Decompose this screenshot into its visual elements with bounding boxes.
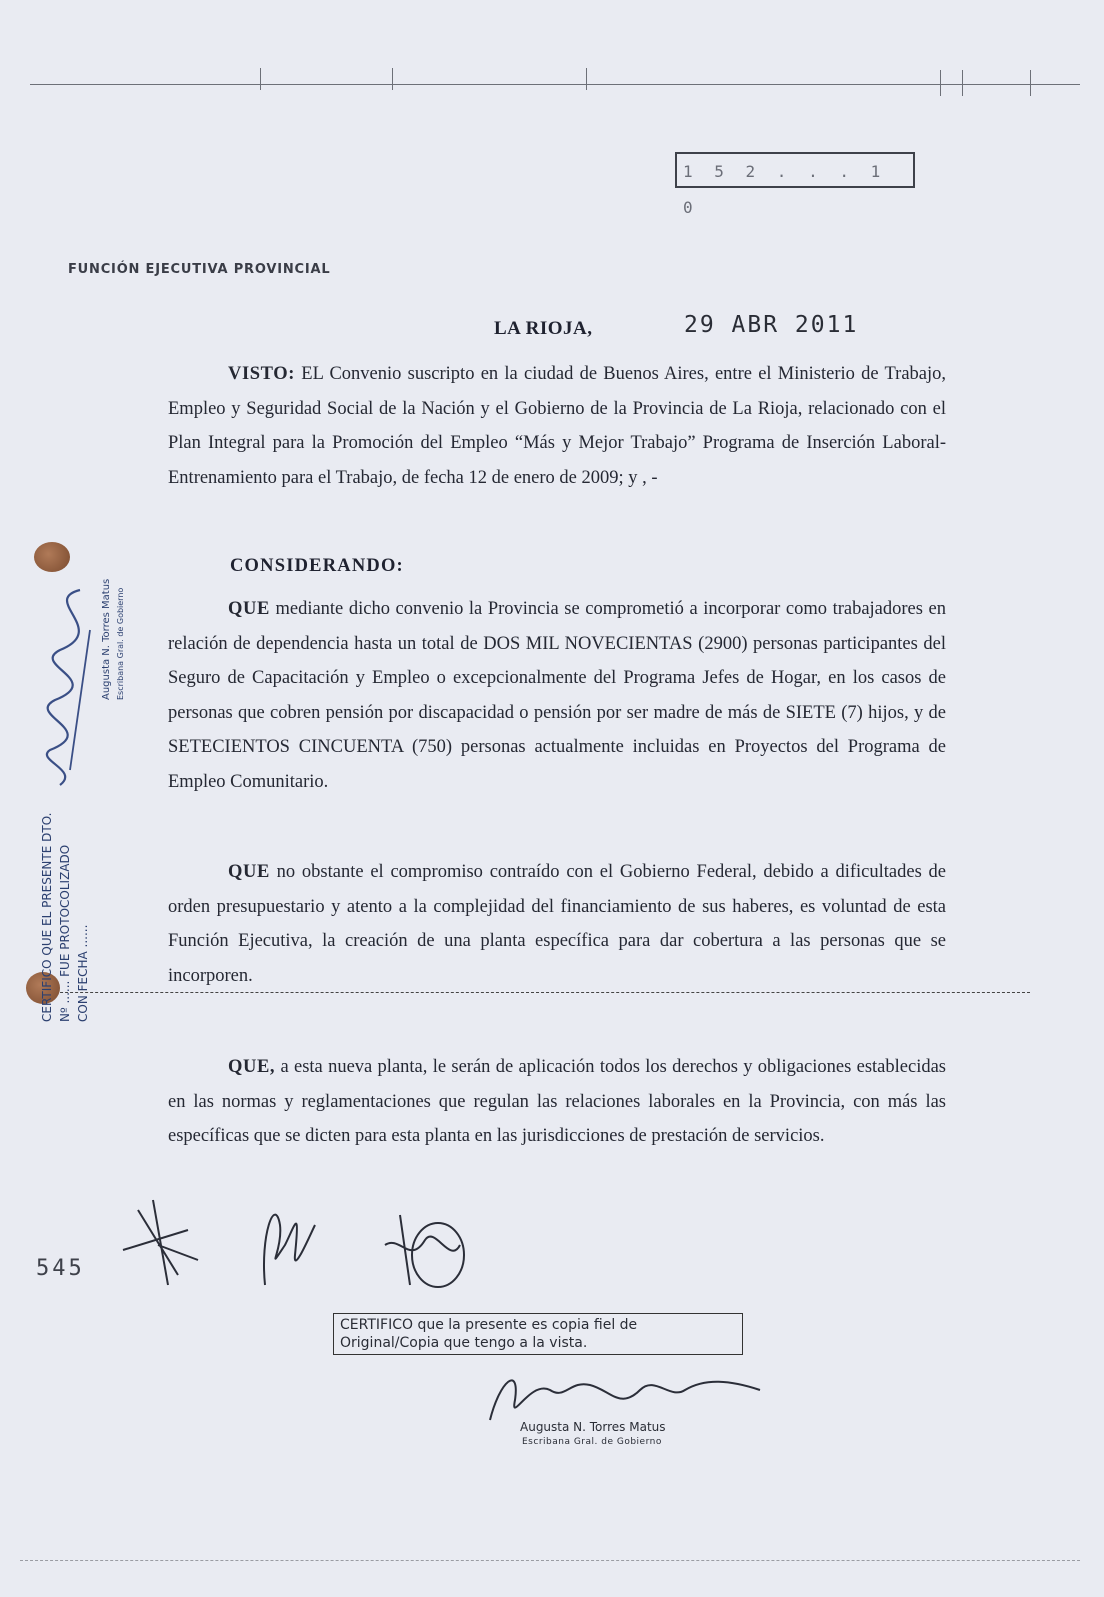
fold-line	[30, 992, 1030, 993]
notary-name: Augusta N. Torres Matus	[520, 1420, 666, 1434]
side-signer-name: Augusta N. Torres Matus	[101, 578, 112, 700]
bottom-rule	[20, 1560, 1080, 1561]
que-lead: QUE,	[228, 1057, 276, 1077]
certification-line2: Original/Copia que tengo a la vista.	[340, 1335, 588, 1351]
protocol-stamp-line3: CON FECHA ......	[76, 924, 90, 1022]
rule-tick	[1030, 70, 1031, 96]
rule-tick	[962, 70, 963, 96]
visto-lead: VISTO:	[228, 364, 296, 384]
wax-seal	[34, 542, 70, 572]
date-stamp: 29 ABR 2011	[684, 312, 859, 338]
que-paragraph-2	[168, 855, 946, 993]
rule-tick	[940, 70, 941, 96]
que-paragraph-1	[168, 592, 946, 799]
signature-3	[380, 1205, 480, 1295]
page-number: 545	[36, 1256, 85, 1281]
certification-stamp	[333, 1313, 743, 1355]
side-signature	[20, 570, 120, 790]
place: LA RIOJA,	[494, 318, 593, 339]
que-text: mediante dicho convenio la Provincia se comprometió a incorporar como trabajadores en relación de dependencia hasta un total de DOS MIL NOVECIENTAS (2900) personas participantes del Seguro de Capacitación y Empleo o excepcionalmente del Programa Jefes de Hogar, en los casos de personas que cobren pensión por discapacidad o pensión por ser madre de más de SIETE (7) hijos, y de SETECIENTOS CINCUENTA (750) personas actualmente incluidas en Proyectos del Programa de Empleo Comunitario.	[168, 599, 946, 792]
rule-tick	[586, 68, 587, 90]
side-signer-title: Escribana Gral. de Gobierno	[116, 587, 125, 700]
que-text: no obstante el compromiso contraído con el Gobierno Federal, debido a dificultades de orden presupuestario y atento a la complejidad del financiamiento de sus haberes, es voluntad de esta Función Ejecutiva, la creación de una planta específica para dar cobertura a las personas que se incorporen.	[168, 862, 947, 986]
signature-2	[255, 1195, 325, 1295]
rule-tick	[392, 68, 393, 90]
protocol-stamp-line2: Nº ...... FUE PROTOCOLIZADO	[58, 844, 72, 1022]
rule-tick	[260, 68, 261, 90]
notary-title: Escribana Gral. de Gobierno	[522, 1437, 662, 1447]
top-rule	[30, 84, 1080, 85]
protocol-stamp-line1: CERTIFICO QUE EL PRESENTE DTO.	[40, 812, 54, 1022]
considerando-heading: CONSIDERANDO:	[230, 556, 404, 576]
registration-stamp: 1 5 2 . . . 1 0	[675, 152, 915, 188]
que-text: a esta nueva planta, le serán de aplicación todos los derechos y obligaciones establecidas en las normas y reglamentaciones que regulan las relaciones laborales en la Provincia, con más las específicas que se dicten para esta planta en las jurisdicciones de prestación de servicios.	[168, 1057, 946, 1146]
visto-paragraph	[168, 357, 946, 495]
certification-line1: CERTIFICO que la presente es copia fiel de	[340, 1317, 638, 1333]
visto-text: EL Convenio suscripto en la ciudad de Buenos Aires, entre el Ministerio de Trabajo, Empleo y Seguridad Social de la Nación y el Gobierno de la Provincia de La Rioja, relacionado con el Plan Integral para la Promoción del Empleo “Más y Mejor Trabajo” Programa de Inserción Laboral-Entrenamiento para el Trabajo, de fecha 12 de enero de 2009; y , -	[168, 364, 947, 488]
que-lead: QUE	[228, 862, 270, 882]
signature-1	[118, 1190, 208, 1290]
que-paragraph-3	[168, 1050, 946, 1154]
page-header: FUNCIÓN EJECUTIVA PROVINCIAL	[68, 262, 331, 277]
que-lead: QUE	[228, 599, 270, 619]
